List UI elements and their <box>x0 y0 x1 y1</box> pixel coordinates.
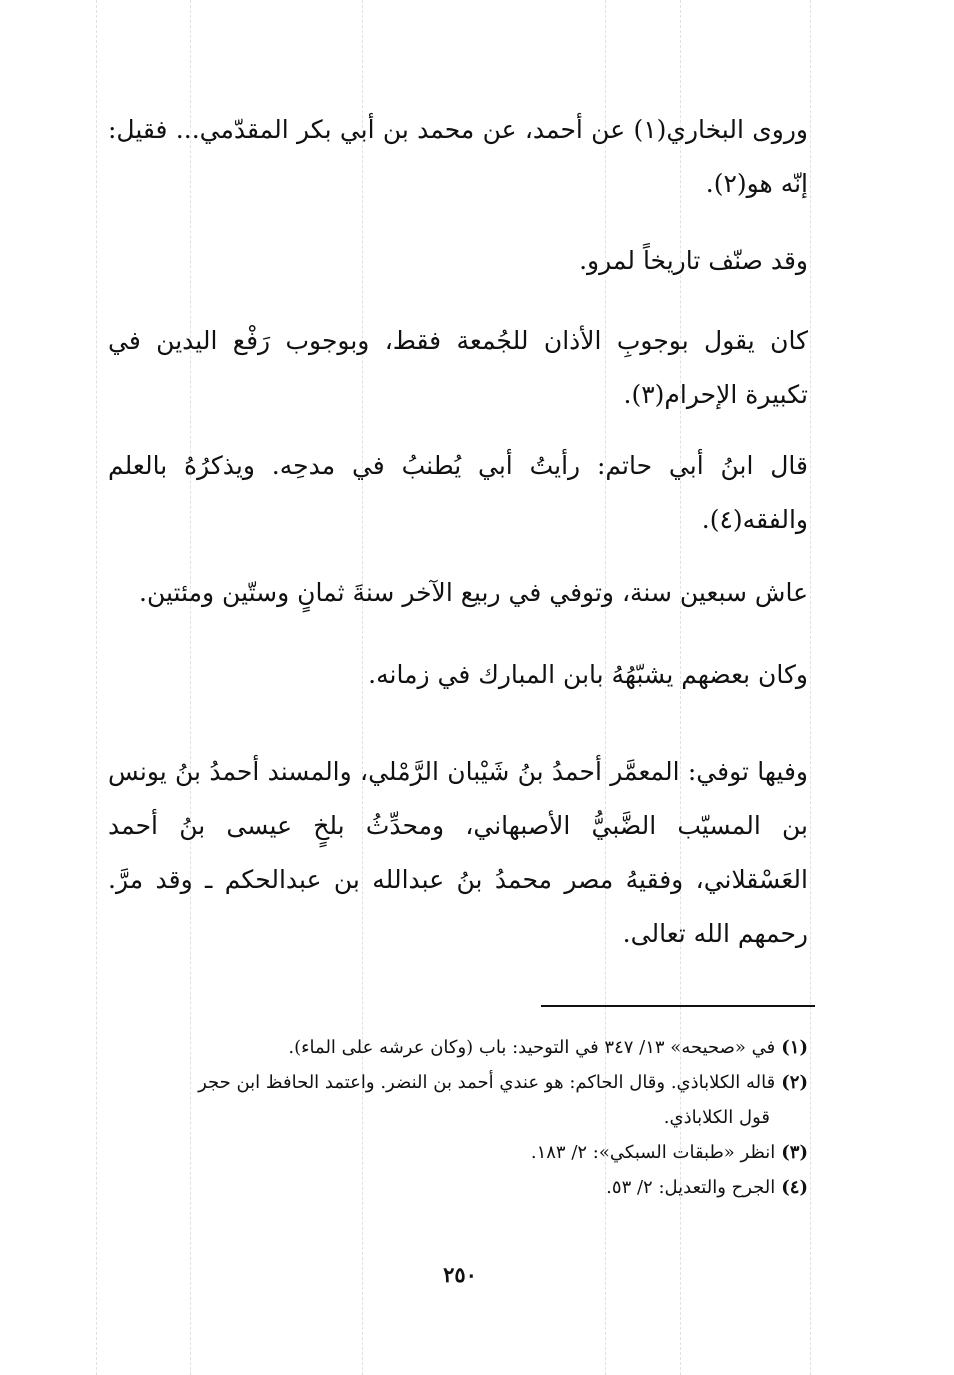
scan-guide-line <box>810 0 811 1375</box>
footnote-continuation: قول الكلاباذي. <box>663 1107 770 1128</box>
footnote-number: (٣) <box>781 1142 808 1163</box>
footnote-text: انظر «طبقات السبكي»: ٢/ ١٨٣. <box>530 1142 776 1163</box>
scan-guide-line <box>96 0 97 1375</box>
paragraph-bukhari-narration: وروى البخاري(١) عن أحمد، عن محمد بن أبي بكر المقدّمي... فقيل: إنّه هو(٢). <box>108 115 808 198</box>
page-number: ٢٥٠ <box>443 1262 477 1287</box>
paragraph-adhan-opinion: كان يقول بوجوبِ الأذان للجُمعة فقط، وبوجوب رَفْع اليدين في تكبيرة الإحرام(٣). <box>108 326 808 409</box>
footnote-item <box>100 1170 808 1205</box>
paragraph-deaths-that-year: وفيها توفي: المعمَّر أحمدُ بنُ شَيْبان الرَّمْلي، والمسند أحمدُ بنُ يونس بن المسيّب الضَّبيُّ الأصبهاني، ومحدِّثُ بلخٍ عيسى بنُ أحمد العَسْقلاني، وفقيهُ مصر محمدُ بنُ عبدالله بن عبدالحكم ـ وقد مرَّ. رحمهم الله تعالى. <box>108 757 808 948</box>
footnote-item <box>100 1030 808 1065</box>
footnote-number: (١) <box>781 1037 808 1058</box>
paragraph-ibn-abi-hatim: قال ابنُ أبي حاتم: رأيتُ أبي يُطنبُ في مدحِه. ويذكرُهُ بالعلم والفقه(٤). <box>108 451 808 534</box>
footnote-number: (٢) <box>781 1072 808 1093</box>
paragraph-ibn-al-mubarak: وكان بعضهم يشبّهُهُ بابن المبارك في زمانه. <box>368 660 808 689</box>
footnotes <box>100 1030 808 1205</box>
paragraph-history-of-marw: وقد صنّف تاريخاً لمرو. <box>579 246 808 275</box>
footnote-text: الجرح والتعديل: ٢/ ٥٣. <box>606 1177 776 1198</box>
footnote-text: قاله الكلاباذي. وقال الحاكم: هو عندي أحمد بن النضر. واعتمد الحافظ ابن حجر <box>198 1072 776 1093</box>
footnote-number: (٤) <box>781 1177 808 1198</box>
footnote-text: في «صحيحه» ١٣/ ٣٤٧ في التوحيد: باب (وكان عرشه على الماء). <box>288 1037 776 1058</box>
footnote-item <box>100 1065 808 1100</box>
footnote-item <box>100 1135 808 1170</box>
footnote-separator-rule <box>541 1005 815 1007</box>
paragraph-lifespan-death: عاش سبعين سنة، وتوفي في ربيع الآخر سنةَ ثمانٍ وستّين ومئتين. <box>139 578 808 607</box>
